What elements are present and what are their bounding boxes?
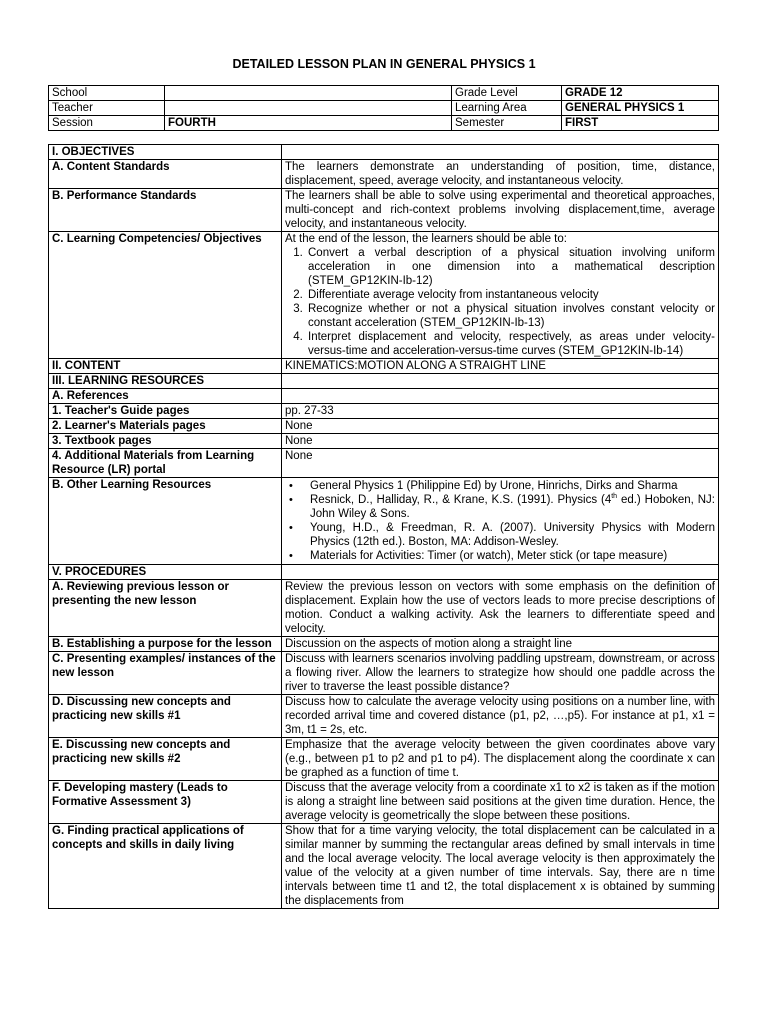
other-resources-list	[285, 479, 715, 563]
competencies-intro: At the end of the lesson, the learners should be able to:	[285, 233, 567, 245]
procedure-c-text: Discuss with learners scenarios involving paddling upstream, downstream, or across a flowing river. Allow the learners to strategize how should one paddle across the river to traverse the least possible distance?	[282, 652, 719, 695]
procedure-c-label: C. Presenting examples/ instances of the new lesson	[49, 652, 282, 695]
content-heading: II. CONTENT	[49, 359, 282, 374]
content-standards-row	[49, 160, 719, 189]
competencies-row	[49, 232, 719, 359]
procedure-g-label: G. Finding practical applications of concepts and skills in daily living	[49, 824, 282, 909]
textbook-label: 3. Textbook pages	[49, 434, 282, 449]
textbook-row	[49, 434, 719, 449]
procedure-row-c	[49, 652, 719, 695]
procedure-a-label: A. Reviewing previous lesson or presenting the new lesson	[49, 580, 282, 637]
grade-level-label: Grade Level	[452, 86, 562, 101]
performance-standards-text: The learners shall be able to solve using experimental and theoretical approaches, multi-concept and rich-context problems involving displacement,time, average velocity, and instantaneous velocity.	[282, 189, 719, 232]
procedure-f-label: F. Developing mastery (Leads to Formative Assessment 3)	[49, 781, 282, 824]
teachers-guide-value: pp. 27-33	[282, 404, 719, 419]
school-value	[165, 86, 452, 101]
objectives-heading: I. OBJECTIVES	[49, 145, 282, 160]
procedures-heading-row	[49, 565, 719, 580]
list-item: 1. Convert a verbal description of a physical situation involving uniform acceleration in one dimension into a mathematical description (STEM_GP12KIN-Ib-12)	[306, 246, 715, 288]
content-row	[49, 359, 719, 374]
procedure-row-e	[49, 738, 719, 781]
learners-materials-row	[49, 419, 719, 434]
header-row-session	[49, 116, 719, 131]
teacher-label: Teacher	[49, 101, 165, 116]
procedure-e-label: E. Discussing new concepts and practicing new skills #2	[49, 738, 282, 781]
list-item: 4. Interpret displacement and velocity, respectively, as areas under velocity-versus-time and acceleration-versus-time curves (STEM_GP12KIN-Ib-14)	[306, 330, 715, 358]
learning-area-label: Learning Area	[452, 101, 562, 116]
content-value: KINEMATICS:MOTION ALONG A STRAIGHT LINE	[282, 359, 719, 374]
procedure-row-b	[49, 637, 719, 652]
teacher-value	[165, 101, 452, 116]
list-item: • Resnick, D., Halliday, R., & Krane, K.S. (1991). Physics (4th ed.) Hoboken, NJ: John Wiley & Sons.	[307, 493, 715, 521]
list-item: 3. Recognize whether or not a physical situation involves constant velocity or constant acceleration (STEM_GP12KIN-Ib-13)	[306, 302, 715, 330]
textbook-value: None	[282, 434, 719, 449]
objectives-heading-row	[49, 145, 719, 160]
procedure-row-d	[49, 695, 719, 738]
semester-label: Semester	[452, 116, 562, 131]
performance-standards-row	[49, 189, 719, 232]
competencies-cell	[282, 232, 719, 359]
semester-value: FIRST	[562, 116, 719, 131]
procedure-g-text: Show that for a time varying velocity, the total displacement can be calculated in a similar manner by summing the rectangular areas defined by small intervals in time and the local average velocity. The local average velocity is then approximately the value of the velocity at a given number of time intervals. Say, there are n time intervals between time t1 and t2, the total displacement x is obtained by summing the displacements from	[282, 824, 719, 909]
learners-materials-label: 2. Learner's Materials pages	[49, 419, 282, 434]
learners-materials-value: None	[282, 419, 719, 434]
grade-level-value: GRADE 12	[562, 86, 719, 101]
competencies-label: C. Learning Competencies/ Objectives	[49, 232, 282, 359]
list-item: 2. Differentiate average velocity from instantaneous velocity	[306, 288, 715, 302]
lr-portal-value: None	[282, 449, 719, 478]
procedure-d-label: D. Discussing new concepts and practicing new skills #1	[49, 695, 282, 738]
header-row-teacher	[49, 101, 719, 116]
other-resources-row	[49, 478, 719, 565]
list-item: • General Physics 1 (Philippine Ed) by Urone, Hinrichs, Dirks and Sharma	[307, 479, 715, 493]
teachers-guide-row	[49, 404, 719, 419]
resources-heading-row	[49, 374, 719, 389]
content-standards-text: The learners demonstrate an understanding of position, time, distance, displacement, speed, average velocity, and instantaneous velocity.	[282, 160, 719, 189]
procedure-b-label: B. Establishing a purpose for the lesson	[49, 637, 282, 652]
procedure-a-text: Review the previous lesson on vectors with some emphasis on the definition of displacement. Explain how the use of vectors leads to more precise descriptions of motion. Conduct a walking activity. Ask the learners to differentiate speed and velocity.	[282, 580, 719, 637]
learning-area-value: GENERAL PHYSICS 1	[562, 101, 719, 116]
list-item: • Materials for Activities: Timer (or watch), Meter stick (or tape measure)	[307, 549, 715, 563]
procedure-row-f	[49, 781, 719, 824]
procedure-d-text: Discuss how to calculate the average velocity using positions on a number line, with recorded arrival time and covered distance (p1, p2, …,p5). For instance at p1, x1 = 3m, t1 = 2s, etc.	[282, 695, 719, 738]
procedures-heading: V. PROCEDURES	[49, 565, 282, 580]
references-label: A. References	[49, 389, 282, 404]
references-row	[49, 389, 719, 404]
lr-portal-row	[49, 449, 719, 478]
competencies-list	[285, 246, 715, 358]
other-resources-label: B. Other Learning Resources	[49, 478, 282, 565]
procedure-b-text: Discussion on the aspects of motion along a straight line	[282, 637, 719, 652]
page-title: DETAILED LESSON PLAN IN GENERAL PHYSICS 1	[232, 57, 536, 71]
lesson-plan-table	[48, 144, 719, 909]
school-label: School	[49, 86, 165, 101]
resources-heading: III. LEARNING RESOURCES	[49, 374, 282, 389]
procedure-f-text: Discuss that the average velocity from a coordinate x1 to x2 is taken as if the motion is along a straight line between said positions at the given time duration. Hence, the average velocity is geometrically the slope between these positions.	[282, 781, 719, 824]
procedure-row-a	[49, 580, 719, 637]
content-standards-label: A. Content Standards	[49, 160, 282, 189]
session-value: FOURTH	[165, 116, 452, 131]
lr-portal-label: 4. Additional Materials from Learning Resource (LR) portal	[49, 449, 282, 478]
performance-standards-label: B. Performance Standards	[49, 189, 282, 232]
teachers-guide-label: 1. Teacher's Guide pages	[49, 404, 282, 419]
other-resources-cell	[282, 478, 719, 565]
session-label: Session	[49, 116, 165, 131]
procedure-row-g	[49, 824, 719, 909]
header-table	[48, 85, 719, 131]
list-item: • Young, H.D., & Freedman, R. A. (2007). University Physics with Modern Physics (12th ed.). Boston, MA: Addison-Wesley.	[307, 521, 715, 549]
header-row-school	[49, 86, 719, 101]
procedure-e-text: Emphasize that the average velocity between the given coordinates above vary (e.g., between p1 to p2 and p1 to p4). The displacement along the coordinate x can be graphed as a function of time t.	[282, 738, 719, 781]
